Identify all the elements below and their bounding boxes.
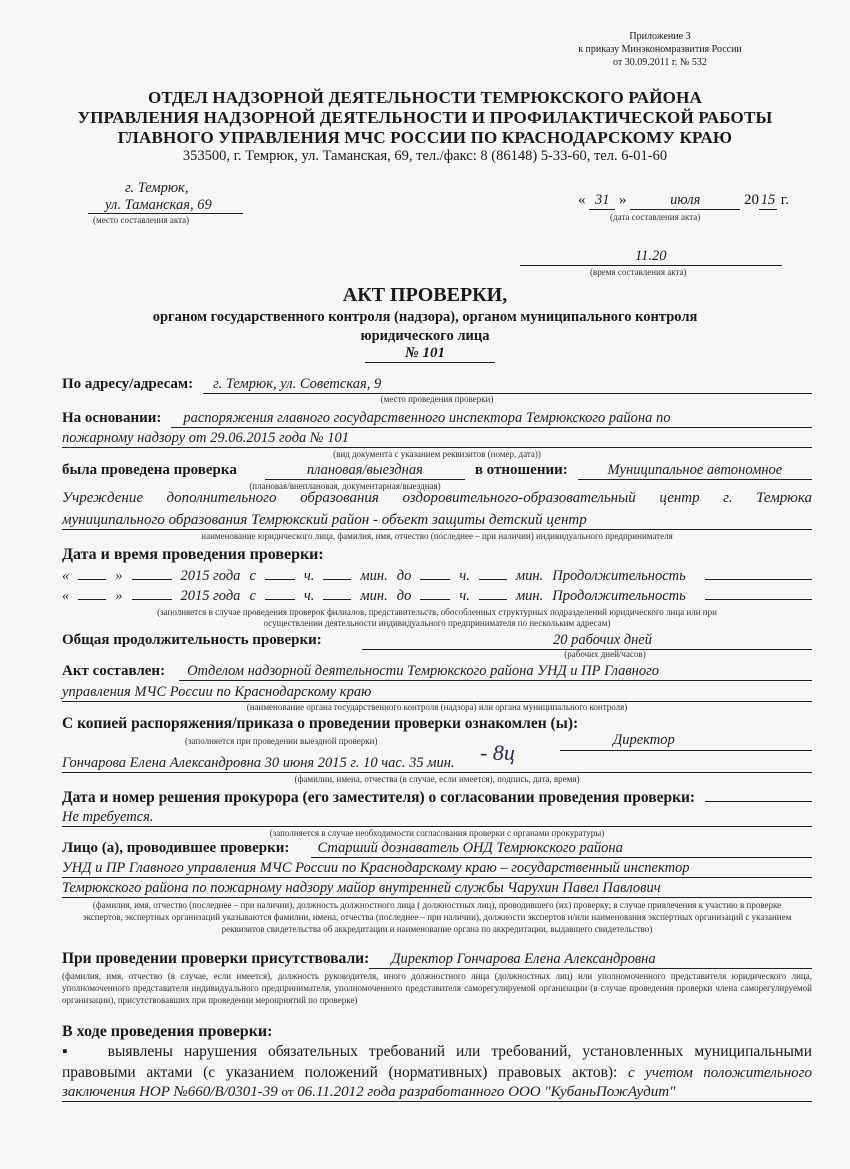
findings-label: В ходе проведения проверки: [62, 1023, 273, 1040]
prosecutor-label: Дата и номер решения прокурора (его заместителя) о согласовании проведения проверки: [62, 789, 696, 806]
findings-value: с учетом положительного [628, 1065, 812, 1081]
author-caption: (наименование органа государственного контроля (надзора) или органа муниципального контроля) [246, 702, 628, 712]
datetime-caption-2: осуществлении деятельности индивидуального предпринимателя по нескольким адресам) [263, 618, 611, 628]
quote: » [619, 192, 627, 208]
header-line-2: УПРАВЛЕНИЯ НАДЗОРНОЙ ДЕЯТЕЛЬНОСТИ И ПРОФИЛАКТИЧЕСКОЙ РАБОТЫ [77, 108, 773, 127]
basis-value-2: пожарному надзору от 29.06.2015 года № 101 [62, 430, 812, 448]
year-prefix: 20 [744, 192, 759, 208]
signature: - 8ц [480, 740, 515, 765]
act-subtitle-2: юридического лица [360, 328, 490, 344]
present-label: При проведении проверки присутствовали: [62, 950, 370, 967]
from: с [249, 588, 256, 604]
place-street: ул. Таманская, 69 [105, 197, 212, 213]
copy-caption: (заполняется при проведении выездной проверки) [185, 736, 378, 746]
header-line-1: ОТДЕЛ НАДЗОРНОЙ ДЕЯТЕЛЬНОСТИ ТЕМРЮКСКОГО РАЙОНА [147, 88, 702, 107]
datetime-row [62, 588, 812, 605]
q: « [62, 568, 70, 584]
findings-text: правовыми актами (с указанием положений (нормативных) правовых актов): [62, 1064, 618, 1081]
h: ч. [303, 588, 315, 604]
address-value: г. Темрюк, ул. Советская, 9 [203, 376, 812, 394]
total-caption: (рабочих дней/часов) [564, 649, 646, 659]
type-value: плановая/выездная [265, 462, 465, 480]
entity-value: Учреждение дополнительного образования оздоровительного-образовательный центр г. Темрюка [62, 490, 812, 506]
to: до [396, 568, 412, 584]
findings-line-1 [62, 1043, 812, 1061]
appendix-line: Приложение 3 [629, 31, 691, 42]
type-value-2: Муниципальное автономное [578, 462, 812, 480]
copy-caption-2: (фамилии, имена, отчества (в случае, если имеется), подпись, дата, время) [294, 774, 580, 784]
date-caption: (дата составления акта) [610, 212, 701, 222]
min: мин. [515, 568, 544, 584]
inspector-label: Лицо (а), проводившее проверки: [62, 840, 290, 856]
act-number: № 101 [405, 345, 445, 361]
appendix-line: от 30.09.2011 г. № 532 [613, 57, 707, 68]
to: до [396, 588, 412, 604]
entity-value-2: муниципального образования Темрюкский район - объект защиты детский центр [62, 512, 812, 530]
h: ч. [459, 588, 470, 604]
act-date [578, 192, 789, 210]
findings-text: от [281, 1084, 294, 1099]
datetime-label: Дата и время проведения проверки: [62, 546, 324, 563]
prosecutor-caption: (заполняется в случае необходимости согласования проверки с органами прокуратуры) [269, 828, 605, 838]
q: » [115, 588, 123, 604]
entity-caption: наименование юридического лица, фамилия, имя, отчество (последнее – при наличии) индивидуального предпринимателя [201, 531, 673, 541]
copy-position: Директор [613, 732, 675, 748]
author-value-2: управления МЧС России по Краснодарскому краю [62, 684, 812, 702]
header-line-3: ГЛАВНОГО УПРАВЛЕНИЯ МЧС РОССИИ ПО КРАСНОДАРСКОМУ КРАЮ [117, 128, 733, 147]
basis-caption: (вид документа с указанием реквизитов (номер, дата)) [333, 449, 541, 459]
year: 2015 года [180, 588, 241, 604]
address-label: По адресу/адресам: [62, 376, 194, 392]
year-suffix: г. [780, 192, 789, 208]
findings-text: выявлены нарушения обязательных требований или требований, установленных муниципальными [107, 1043, 813, 1060]
quote: « [578, 192, 586, 208]
date-year: 15 [760, 192, 776, 208]
basis-label: На основании: [62, 410, 162, 426]
duration: Продолжительность [552, 568, 686, 584]
type-label: была проведена проверка [62, 462, 237, 478]
inspector-caption: (фамилия, имя, отчество (последнее – при наличии), должность должностного лица ( должностных лиц), проводившего (их) проверку; в случае привлечения к участию в проверке экспертов, экспертных организаций указываются фамилии, имена, отчества (последнее – при наличии), должности экспертов и/или наименования экспертных организаций с указанием реквизитов свидетельства об аккредитации и наименование органа по аккредитации, выдавшего свидетельство) [82, 900, 792, 934]
present-caption: (фамилия, имя, отчество (в случае, если имеется), должность руководителя, иного должностного лица (должностных лиц) или уполномоченного представителя юридического лица, уполномоченного представителя индивидуального предпринимателя, уполномоченного представителя саморегулируемой организации (в случае проведения проверки члена саморегулируемой организации), присутствовавших при проведении мероприятий по проверке) [62, 971, 812, 1005]
basis-value: распоряжения главного государственного инспектора Темрюкского района по [171, 410, 812, 428]
header-address: 353500, г. Темрюк, ул. Таманская, 69, тел./факс: 8 (86148) 5-33-60, тел. 6-01-60 [182, 148, 668, 164]
place-caption: (место составления акта) [93, 215, 190, 225]
prosecutor-value: Не требуется. [62, 809, 812, 827]
min: мин. [360, 588, 388, 604]
inspector-value-2: УНД и ПР Главного управления МЧС России по Краснодарскому краю – государственный инспектор [62, 860, 812, 878]
min: мин. [360, 568, 388, 584]
inspector-value-3: Темрюкского района по пожарному надзору майор внутренней службы Чарухин Павел Павлович [62, 880, 812, 898]
copy-label: С копией распоряжения/приказа о проведении проверки ознакомлен (ы): [62, 715, 579, 732]
appendix-line: к приказу Минэкономразвития России [578, 44, 742, 55]
from: с [249, 568, 256, 584]
date-day: 31 [589, 192, 615, 210]
h: ч. [459, 568, 470, 584]
total-value: 20 рабочих дней [362, 632, 812, 650]
type-caption: (плановая/внеплановая, документарная/выездная) [249, 481, 441, 491]
type-label-2: в отношении: [474, 462, 568, 478]
h: ч. [303, 568, 315, 584]
time-caption: (время составления акта) [590, 267, 687, 277]
author-label: Акт составлен: [62, 663, 166, 679]
duration: Продолжительность [552, 588, 686, 604]
total-label: Общая продолжительность проверки: [62, 632, 322, 648]
q: « [62, 588, 70, 604]
min: мин. [515, 588, 544, 604]
author-value: Отделом надзорной деятельности Темрюкского района УНД и ПР Главного [179, 663, 812, 681]
appendix-note [560, 30, 760, 69]
address-caption: (место проведения проверки) [380, 394, 494, 404]
inspector-value: Старший дознаватель ОНД Темрюкского района [311, 840, 812, 858]
datetime-row [62, 568, 812, 585]
datetime-caption: (заполняется в случае проведения проверок филиалов, представительств, обособленных структурных подразделений юридического лица или при [157, 607, 717, 617]
findings-value: заключения НОР №660/В/0301-39 [62, 1084, 278, 1100]
year: 2015 года [180, 568, 241, 584]
findings-value: 06.11.2012 года разработанного ООО "КубаньПожАудит" [297, 1084, 676, 1100]
date-month: июля [630, 192, 740, 210]
bullet-icon: ▪ [62, 1043, 75, 1060]
q: » [115, 568, 123, 584]
copy-person: Гончарова Елена Александровна 30 июня 2015 г. 10 час. 35 мин. [62, 755, 812, 773]
act-subtitle: органом государственного контроля (надзора), органом муниципального контроля [152, 309, 698, 325]
act-title: АКТ ПРОВЕРКИ, [342, 284, 508, 306]
present-value: Директор Гончарова Елена Александровна [369, 951, 812, 969]
findings-line-2 [62, 1064, 812, 1082]
time-value: 11.20 [635, 248, 667, 264]
place-city: г. Темрюк, [125, 180, 189, 196]
